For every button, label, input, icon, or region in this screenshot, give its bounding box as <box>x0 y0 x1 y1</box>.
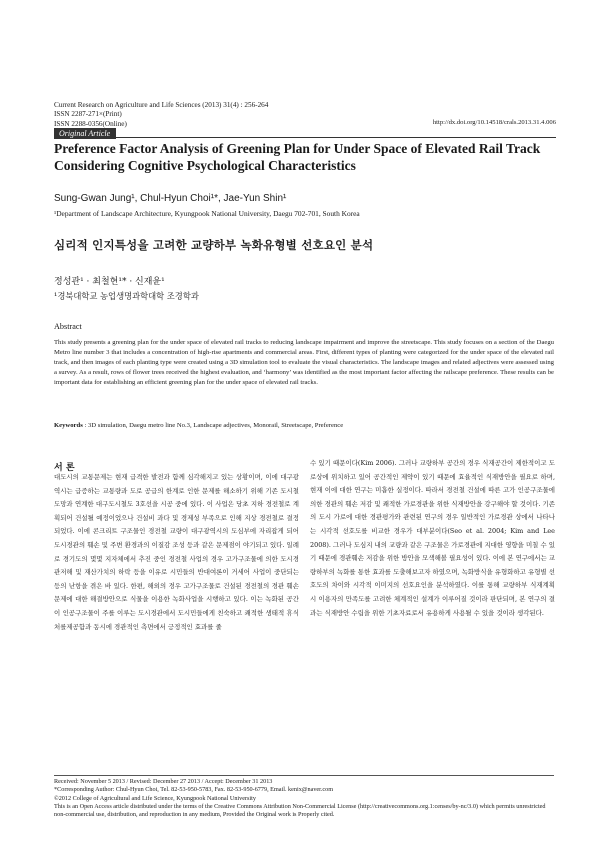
article-type-badge: Original Article <box>54 128 116 139</box>
keywords-text: : 3D simulation, Daegu metro line No.3, Landscape adjectives, Monorail, Streetscape, Preference <box>84 422 344 429</box>
body-right-text: 수 있기 때문이다(Kim 2006). 그러나 교량하부 공간의 경우 식재공간이 제한적이고 도로상에 위치하고 있어 공간적인 제약이 있기 때문에 효율적인 식재방안을 필요로 하며, 현재 이에 대한 연구는 미흡한 실정이다. 따라서 경전철 건설에 따른 고가 인공구조물에 의한 경관의 훼손 저감 및 쾌적한 가로경관을 위한 식재방안을 강구해야 할 것이다. 기존의 도시 가로에 대한 경관평가와 관련된 연구의 경우 일반적인 가로경관 상에서 나타나는 시각적 선호도를 비교한 경우가 대부분이다(Seo et al. 2004; Kim and Lee 2008). 그러나 도심지 내의 교량과 같은 구조물은 가로경관에 지대한 영향을 미칠 수 있기 때문에 경관훼손 저감을 위한 방안을 모색해볼 필요성이 있다. 이에 본 연구에서는 교량하부의 녹화를 통한 효과를 도출해보고자 하였으며, 녹화방식을 유형화하고 유형별 선호도의 차이와 시각적 이미지의 선호요인을 분석하였다. 이를 통해 교량하부 식재계획 시 이용자의 만족도를 고려한 체계적인 설계가 이루어질 것이라 판단되며, 본 연구의 결과는 식재방안 수립을 위한 기초자료로서 유용하게 사용될 수 있을 것이라 생각된다. <box>310 459 555 617</box>
body-right-column <box>310 457 555 620</box>
footer-dates: Received: November 5 2013 / Revised: December 27 2013 / Accept: December 31 2013 <box>54 778 273 785</box>
issn-print: ISSN 2287-271×(Print) <box>54 110 122 119</box>
body-left-column <box>54 471 299 634</box>
journal-citation: Current Research on Agriculture and Life Sciences (2013) 31(4) : 256-264 <box>54 101 269 109</box>
footer-license: This is an Open Access article distributed under the terms of the Creative Commons Attribution Non-Commercial License (http://creativecommons.org.1:censes/by-nc/3.0) which permits unrestricted non-commercial use, distribution, and reproduction in any medium, Provided the Original work is Properly cited. <box>54 802 546 819</box>
korean-authors: 정성관¹ · 최철현¹* · 신재윤¹ <box>54 277 165 287</box>
abstract-text: This study presents a greening plan for the under space of elevated rail tracks to reducing landscape impairment and improve the streetscape. This study focuses on a section of the Daegu Metro line number 3 that includes a concentration of high-rise apartments and commercial areas. First, different types of planting were categorized for the under space of the elevated rail track, and then images of each planting type were created using a 3D simulation tool to evaluate the visual characteristics. The landscape images and related adjectives were assessed using a survey. As a result, rows of flower trees received the highest evaluation, and ‘harmony’ was identified as the most important factor affecting the railscape preference. These results can be important data for establishing an efficient greening plan for the under space of elevated rail tracks. <box>54 339 554 386</box>
footer-rule <box>54 775 554 776</box>
abstract-heading: Abstract <box>54 322 82 331</box>
keywords-line <box>54 422 343 429</box>
korean-title: 심리적 인지특성을 고려한 교량하부 녹화유형별 선호요인 분석 <box>54 238 374 252</box>
footer-copyright: ©2012 College of Agricultural and Life Science, Kyungpook National University <box>54 794 256 802</box>
korean-affiliation: ¹경북대학교 농업생명과학대학 조경학과 <box>54 291 199 301</box>
english-affiliation: ¹Department of Landscape Architecture, Kyungpook National University, Daegu 702-701, South Korea <box>54 209 360 218</box>
header-rule <box>96 137 556 138</box>
keywords-label: Keywords <box>54 422 83 429</box>
issn-online: ISSN 2288-0356(Online) <box>54 119 127 128</box>
footer-notes <box>54 778 554 819</box>
section-heading: 서 론 <box>54 463 75 473</box>
body-left-text: 대도시의 교통문제는 현재 급격한 발전과 함께 심각해지고 있는 상황이며, 이에 대구광역시는 급증하는 교통량과 도로 공급의 한계로 인한 문제를 해소하기 위해 기존 도시철도망과 연계한 대구도시철도 3호선을 시공 중에 있다. 이 사업은 당초 지하 경전철로 계획되어 건설될 예정이었으나 건설비 과다 및 경제성 부족으로 인해 지상 경전철로 결정되었다. 이에 콘크리트 구조물인 경전철 교량이 대구광역시의 도심부에 자리잡게 되어 도시경관의 훼손 및 주변 환경과의 이질감 조성 등과 같은 문제점이 야기되고 있다. 일례로 경기도의 몇몇 지자체에서 추진 중인 경전철 사업의 경우 고가구조물에 의한 도시경관저해 및 재산가치의 하락 등을 이유로 시민들의 반대여론이 거세어 사업이 중단되는 등의 난항을 겪은 바 있다. 한편, 해외의 경우 고가구조물로 건설된 경전철의 경관 훼손 문제에 대한 해결방안으로 식물을 이용한 녹화사업을 시행하고 있다. 이는 녹화된 공간이 인공구조물이 주를 이루는 도시경관에서 도시민들에게 친숙하고 쾌적한 생태적 휴식처를제공함과 동시에 경관적인 측면에서 긍정적인 효과를 줄 <box>54 473 299 631</box>
doi-link[interactable]: http://dx.doi.org/10.14518/crals.2013.31.4.006 <box>432 119 556 126</box>
footer-corresponding: *Corresponding Author: Chul-Hyun Choi, Tel. 82-53-950-5783, Fax. 82-53-950-6779, Email. kenix@naver.com <box>54 786 334 794</box>
english-authors: Sung-Gwan Jung¹, Chul-Hyun Choi¹*, Jae-Yun Shin¹ <box>54 193 287 204</box>
english-title: Preference Factor Analysis of Greening Plan for Under Space of Elevated Rail Track Considering Cognitive Psychological Characteristics <box>54 141 541 173</box>
